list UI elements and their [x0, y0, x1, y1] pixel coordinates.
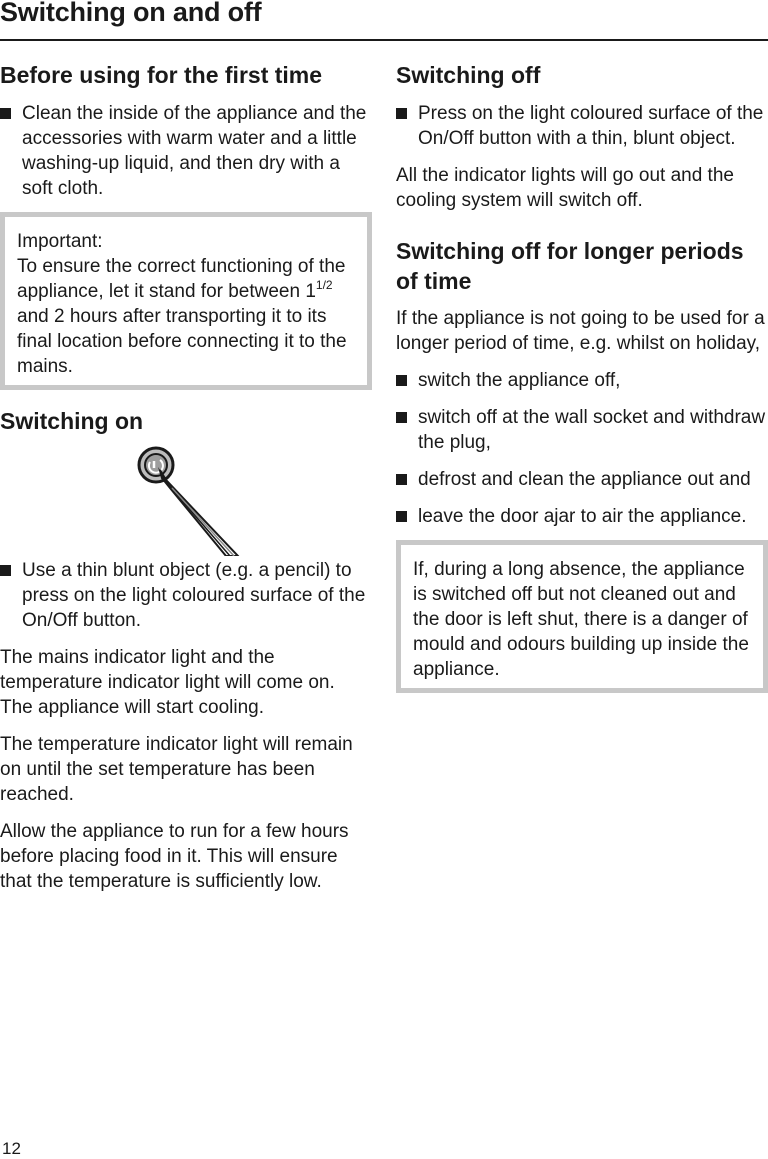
switching-off-bullet: Press on the light coloured surface of the On/Off button with a thin, blunt object. — [396, 101, 768, 151]
switching-on-bullet: Use a thin blunt object (e.g. a pencil) to press on the light coloured surface of the On/Off button. — [0, 558, 372, 633]
temperature-light-text: The temperature indicator light will remain on until the set temperature has been reached. — [0, 734, 353, 805]
longer-periods-text: If the appliance is not going to be used for a longer period of time, e.g. whilst on holiday, — [396, 308, 765, 354]
mould-warning-text: If, during a long absence, the appliance is switched off but not cleaned out and the door is left shut, there is a danger of mould and odours building up inside the appliance. — [413, 559, 749, 680]
pencil-button-illustration — [0, 444, 372, 556]
switching-off-heading: Switching off — [396, 62, 541, 88]
important-notice-box — [0, 212, 372, 390]
before-use-bullet: Clean the inside of the appliance and the accessories with warm water and a little washing-up liquid, and then dry with a soft cloth. — [0, 101, 372, 201]
pencil-pressing-button-icon — [0, 444, 372, 556]
page-number: 12 — [2, 1139, 21, 1158]
before-use-heading: Before using for the first time — [0, 62, 323, 88]
important-text-end: and 2 hours after transporting it to its final location before connecting it to the mains. — [17, 306, 347, 377]
longer-periods-heading: Switching off for longer periods of time — [396, 238, 744, 294]
important-fraction: 1/2 — [315, 278, 333, 292]
left-column — [0, 60, 372, 894]
allow-to-run-text: Allow the appliance to run for a few hours before placing food in it. This will ensure that the temperature is sufficiently low. — [0, 821, 349, 892]
longer-bullet-defrost: defrost and clean the appliance out and — [396, 467, 768, 492]
indicator-lights-text: The mains indicator light and the temperature indicator light will come on. — [0, 647, 335, 693]
title-divider — [0, 39, 768, 41]
important-label: Important: — [17, 231, 103, 252]
switching-on-heading: Switching on — [0, 408, 144, 434]
important-text — [17, 254, 355, 379]
important-text-start: To ensure the correct functioning of the appliance, let it stand for between 1 — [17, 256, 346, 302]
longer-bullet-switch-off: switch the appliance off, — [396, 368, 768, 393]
switching-off-text: All the indicator lights will go out and the cooling system will switch off. — [396, 165, 734, 211]
mould-warning-box — [396, 540, 768, 693]
right-column — [396, 60, 768, 693]
longer-bullet-door-ajar: leave the door ajar to air the appliance. — [396, 504, 768, 529]
page-title: Switching on and off — [0, 0, 262, 27]
start-cooling-text: The appliance will start cooling. — [0, 697, 265, 718]
longer-bullet-unplug: switch off at the wall socket and withdraw the plug, — [396, 405, 768, 455]
